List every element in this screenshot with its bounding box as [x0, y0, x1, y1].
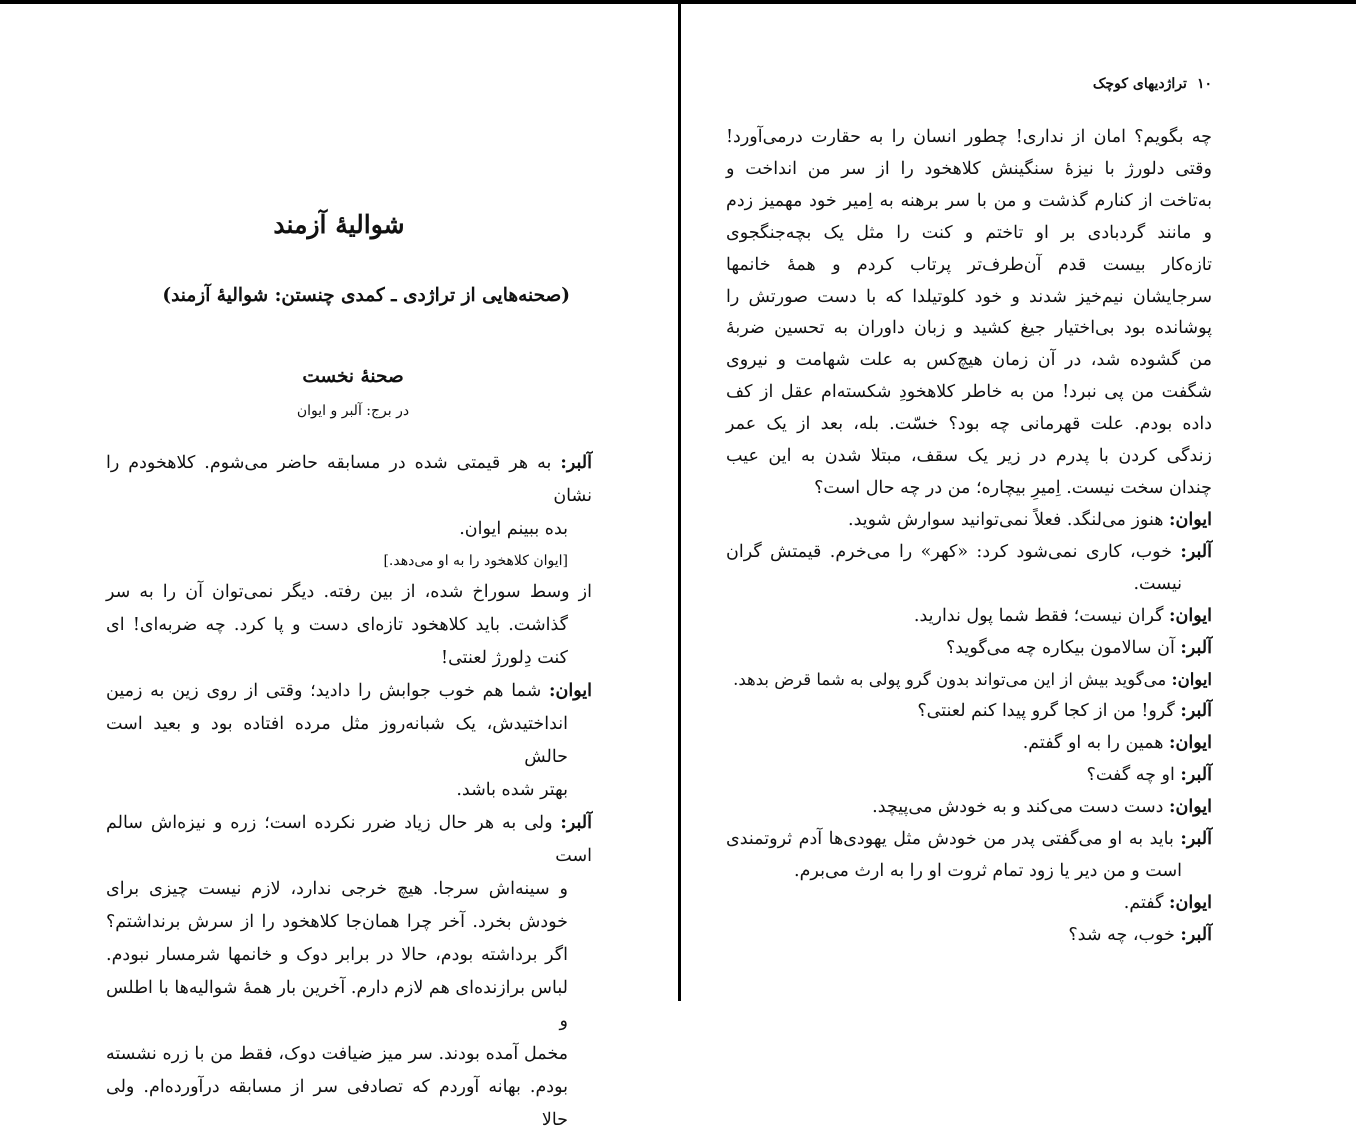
speech-line: از وسط سوراخ شده، از بین رفته. دیگر نمی‌توان آن را به سر — [106, 582, 592, 602]
speaker-name: ایوان: — [549, 681, 592, 701]
narration-line: داده بودم. علت قهرمانی چه بود؟ خسّت. بله، بعد از یک عمر — [726, 414, 1212, 435]
speaker-name: آلبر: — [1180, 924, 1212, 945]
left-page — [0, 0, 678, 1130]
page-number: ۱۰ — [1196, 76, 1212, 92]
narration-line: چه بگویم؟ امان از نداری! چطور انسان را به حقارت درمی‌آورد! — [726, 127, 1212, 147]
speech-line: ایوان: می‌گوید بیش از این می‌تواند بدون گرو پولی به شما قرض بدهد. — [733, 670, 1212, 690]
speech-line: گذاشت. باید کلاهخود تازه‌ای دست و پا کرد. چه ضربه‌ای! ای — [106, 615, 568, 635]
speech-line: است و من دیر یا زود تمام ثروت او را به ارث می‌برم. — [794, 860, 1182, 881]
speech-line: آلبر: به هر قیمتی شده در مسابقه حاضر می‌شوم. کلاهخودم را نشان — [106, 453, 592, 506]
narration-line: وقتی دلورژ با نیزهٔ سنگینش کلاهخود را از سر من انداخت و — [726, 158, 1212, 179]
speech-line: ایوان: گفتم. — [1123, 892, 1212, 913]
left-dialogue — [106, 447, 592, 1137]
speech-line: خودش بخرد. آخر چرا همان‌جا کلاهخود را از سرش برنداشتم؟ — [106, 912, 568, 932]
right-text — [726, 122, 1212, 952]
narration-line: من گشوده شد، در آن زمان هیچ‌کس به علت شهامت و نیروی — [726, 350, 1212, 371]
narration-line: زندگی کردن با پدرم در زیر یک سقف، مبتلا شدن به این عیب — [726, 446, 1212, 467]
narration-line: پوشانده بود بی‌اختیار جیغ کشید و زبان داوران به تحسین ضربهٔ — [726, 318, 1212, 339]
narration-line: به‌تاخت از کنارم گذشت و من با سر برهنه به اِمیر خود مهمیز زدم — [726, 190, 1212, 211]
speech-line: ایوان: همین را به او گفتم. — [1022, 733, 1212, 754]
speaker-name: آلبر: — [560, 813, 592, 833]
speech-line: آلبر: او چه گفت؟ — [1086, 765, 1212, 786]
speaker-name: آلبر: — [1180, 828, 1212, 849]
speech-line: آلبر: گرو! من از کجا گرو پیدا کنم لعنتی؟ — [917, 701, 1212, 722]
narration-line: تازه‌کار بیست قدم آن‌طرف‌تر پرتاب کردم و همهٔ خانمها — [726, 254, 1212, 275]
book-title: تراژدیهای کوچک — [1092, 76, 1187, 92]
speech-line: آلبر: ولی به هر حال زیاد ضرر نکرده است؛ زره و نیزه‌اش سالم است — [106, 813, 592, 866]
narration-line: و مانند گردبادی بر او تاختم و کنت را مثل یک بچه‌جنگجوی — [726, 222, 1212, 243]
speech-line: بهتر شده باشد. — [456, 780, 568, 800]
speaker-name: ایوان: — [1169, 797, 1212, 818]
play-subtitle: (صحنه‌هایی از تراژدی ـ کمدی چنستن: شوالیهٔ آزمند) — [162, 285, 570, 306]
speech-line: نیست. — [1133, 573, 1182, 594]
scene-place: در برج: آلبر و ایوان — [296, 403, 410, 419]
speech-line: لباس برازنده‌ای هم لازم دارم. آخرین بار همهٔ شوالیه‌ها با اطلس و — [106, 978, 568, 1031]
speaker-name: آلبر: — [1180, 765, 1212, 786]
speaker-name: ایوان: — [1169, 892, 1212, 913]
speech-line: ایوان: هنوز می‌لنگد. فعلاً نمی‌توانید سوارش شوید. — [848, 509, 1212, 530]
speaker-name: آلبر: — [1180, 541, 1212, 562]
running-header — [812, 76, 1212, 92]
speech-line: بودم. بهانه آوردم که تصادفی سر از مسابقه درآورده‌ام. ولی حالا — [106, 1077, 568, 1130]
speaker-name: آلبر: — [1180, 701, 1212, 722]
speech-line: آلبر: خوب، چه شد؟ — [1068, 924, 1212, 945]
speech-line: بده ببینم ایوان. — [459, 519, 568, 539]
narration-line: سرجایشان نیم‌خیز شدند و خود کلوتیلدا که با دست صورتش را — [726, 286, 1212, 307]
narration-line: چندان سخت نیست. اِمیرِ بیچاره؛ من در چه حال است؟ — [814, 477, 1212, 498]
speaker-name: آلبر: — [1180, 637, 1212, 658]
speech-line: ایوان: گران نیست؛ فقط شما پول ندارید. — [913, 605, 1212, 626]
speech-line: ایوان: دست دست می‌کند و به خودش می‌پیچد. — [872, 797, 1212, 818]
speaker-name: ایوان: — [1169, 733, 1212, 754]
speech-line: ایوان: شما هم خوب جوابش را دادید؛ وقتی از روی زین به زمین — [106, 681, 592, 701]
narration-line: شگفت من پی نبرد! من به خاطر کلاهخودِ شکسته‌ام عقل از کف — [726, 382, 1212, 403]
speech-line: انداختیدش، یک شبانه‌روز مثل مرده افتاده بود و بعید است حالش — [106, 714, 568, 767]
speech-line: مخمل آمده بودند. سر میز ضیافت دوک، فقط من با زره نشسته — [106, 1044, 568, 1064]
speaker-name: ایوان: — [1171, 670, 1212, 690]
speech-line: اگر برداشته بودم، حالا در برابر دوک و خانمها شرمسار نبودم. — [106, 945, 568, 965]
speech-line: آلبر: آن سالامون بیکاره چه می‌گوید؟ — [945, 637, 1212, 658]
right-page — [681, 0, 1356, 1001]
scene-title: صحنهٔ نخست — [302, 366, 404, 387]
speech-line: آلبر: باید به او می‌گفتی پدر من خودش مثل یهودی‌ها آدم ثروتمندی — [726, 828, 1212, 849]
speech-line: آلبر: خوب، کاری نمی‌شود کرد: «کهر» را می‌خرم. قیمتش گران — [726, 541, 1212, 562]
speech-line: کنت دِلورژ لعنتی! — [441, 648, 568, 668]
speaker-name: ایوان: — [1169, 605, 1212, 626]
stage-direction: [ایوان کلاهخود را به او می‌دهد.] — [383, 553, 568, 569]
speaker-name: ایوان: — [1169, 509, 1212, 530]
play-title: شوالیهٔ آزمند — [273, 210, 405, 239]
speaker-name: آلبر: — [560, 453, 592, 473]
speech-line: و سینه‌اش سرجا. هیچ خرجی ندارد، لازم نیست چیزی برای — [106, 879, 568, 899]
